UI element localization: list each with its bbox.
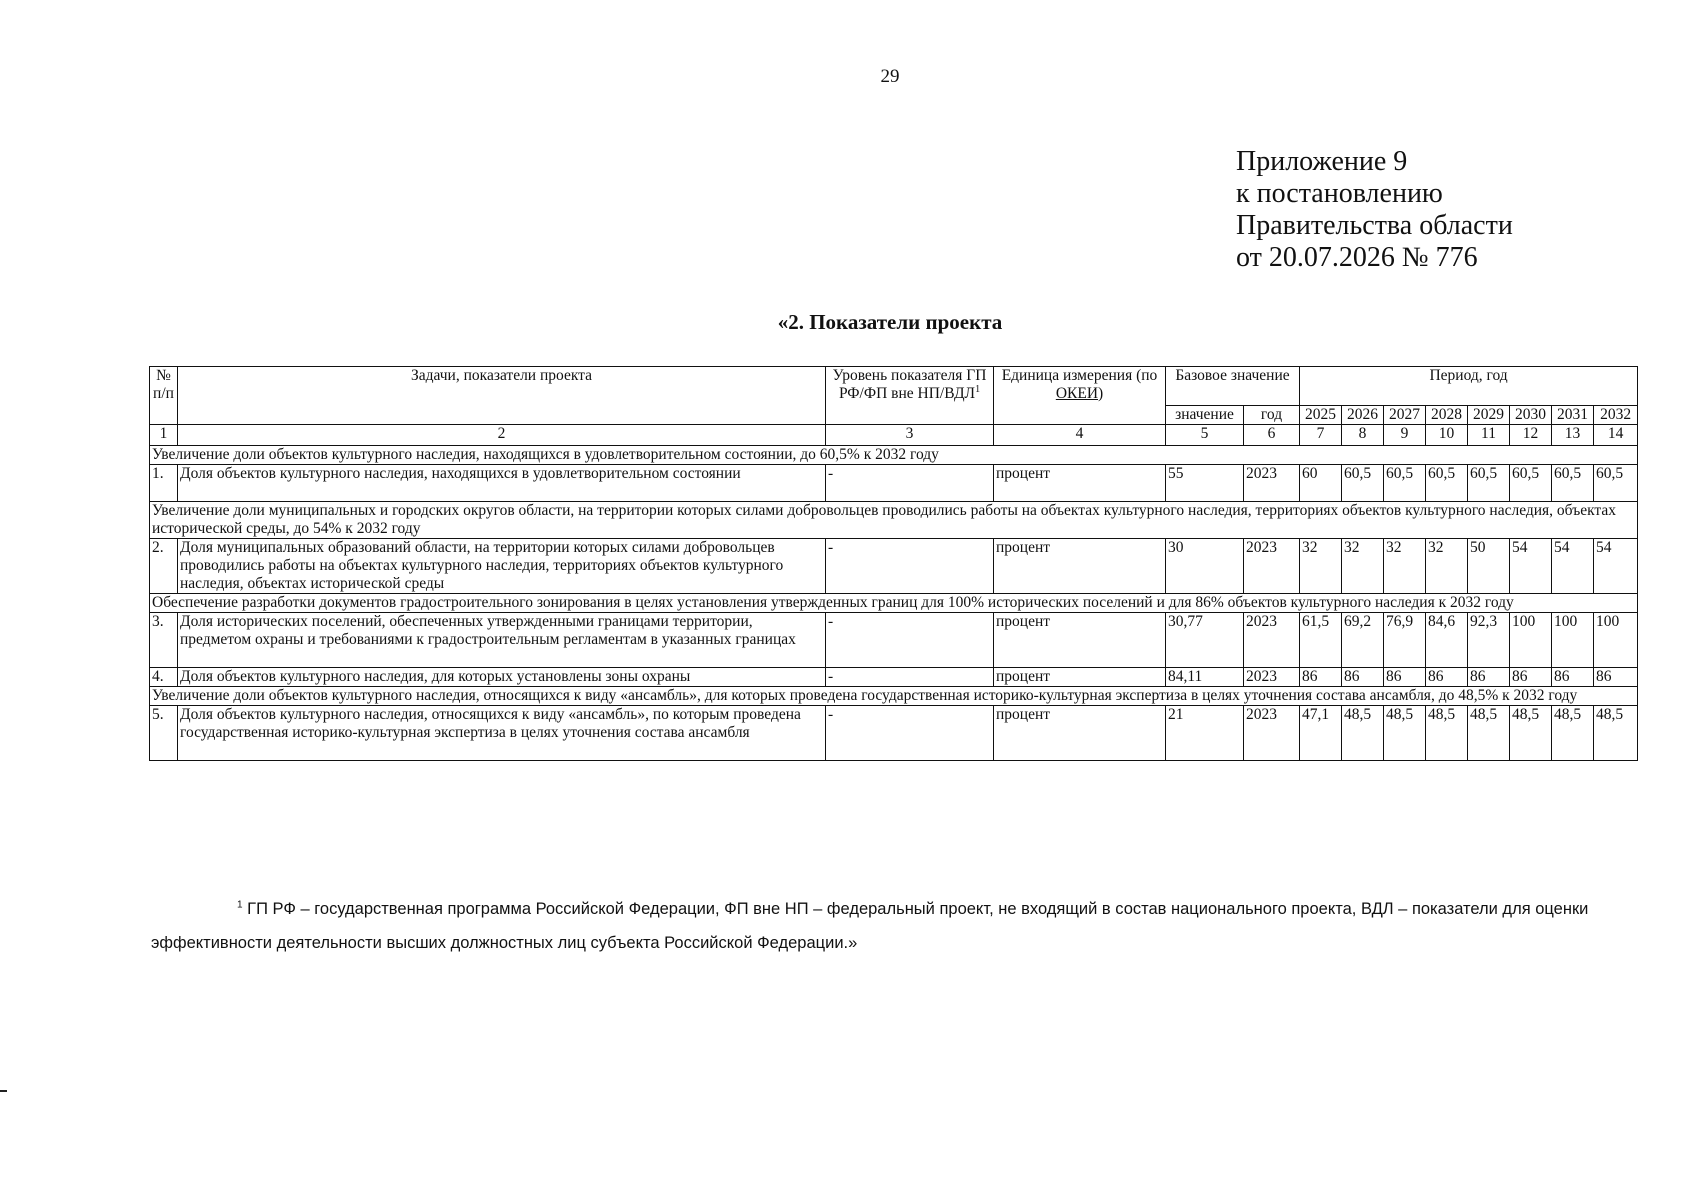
footnote xyxy=(151,892,1637,960)
header-year: 2025 xyxy=(1300,406,1342,425)
period-value: 60 xyxy=(1300,465,1342,502)
base-value: 21 xyxy=(1166,706,1244,761)
column-number: 4 xyxy=(994,425,1166,446)
column-number: 11 xyxy=(1468,425,1510,446)
period-value: 60,5 xyxy=(1468,465,1510,502)
period-value: 54 xyxy=(1594,539,1638,594)
base-value: 84,11 xyxy=(1166,668,1244,687)
header-tasks: Задачи, показатели проекта xyxy=(178,367,826,425)
section-task: Увеличение доли муниципальных и городских округов области, на территории которых силами добровольцев проводились работы на объектах культурного наследия, территориях объектов культурного наследия, объектах исторической среды, до 54% к 2032 году xyxy=(150,502,1638,539)
period-value: 92,3 xyxy=(1468,613,1510,668)
period-value: 48,5 xyxy=(1342,706,1384,761)
period-value: 32 xyxy=(1384,539,1426,594)
period-value: 100 xyxy=(1594,613,1638,668)
indicator-unit: процент xyxy=(994,613,1166,668)
period-value: 48,5 xyxy=(1552,706,1594,761)
indicator-level: - xyxy=(826,668,994,687)
section-task: Увеличение доли объектов культурного наследия, находящихся в удовлетворительном состоянии, до 60,5% к 2032 году xyxy=(150,446,1638,465)
base-year: 2023 xyxy=(1244,539,1300,594)
row-num: 3. xyxy=(150,613,178,668)
period-value: 86 xyxy=(1468,668,1510,687)
okei-link: ОКЕИ xyxy=(1055,385,1099,402)
period-value: 100 xyxy=(1552,613,1594,668)
header-level: Уровень показателя ГП РФ/ФП вне НП/ВДЛ$^1$ xyxy=(826,367,994,425)
header-base-year: год xyxy=(1244,406,1300,425)
indicator-name: Доля объектов культурного наследия, находящихся в удовлетворительном состоянии xyxy=(178,465,826,502)
period-value: 50 xyxy=(1468,539,1510,594)
indicator-unit: процент xyxy=(994,668,1166,687)
header-year: 2029 xyxy=(1468,406,1510,425)
indicator-name: Доля объектов культурного наследия, относящихся к виду «ансамбль», по которым проведена государственная историко-культурная экспертиза в целях уточнения состава ансамбля xyxy=(178,706,826,761)
table-row xyxy=(150,668,1638,687)
table-header-row xyxy=(150,367,1638,406)
period-value: 76,9 xyxy=(1384,613,1426,668)
section-row xyxy=(150,594,1638,613)
indicator-level: - xyxy=(826,706,994,761)
period-value: 84,6 xyxy=(1426,613,1468,668)
indicator-unit: процент xyxy=(994,539,1166,594)
period-value: 86 xyxy=(1342,668,1384,687)
period-value: 54 xyxy=(1552,539,1594,594)
table-row xyxy=(150,465,1638,502)
row-num: 2. xyxy=(150,539,178,594)
period-value: 48,5 xyxy=(1594,706,1638,761)
period-value: 100 xyxy=(1510,613,1552,668)
base-value: 30,77 xyxy=(1166,613,1244,668)
period-value: 54 xyxy=(1510,539,1552,594)
base-year: 2023 xyxy=(1244,613,1300,668)
period-value: 86 xyxy=(1426,668,1468,687)
page-number: 29 xyxy=(880,66,900,87)
appendix-line: от 20.07.2026 № 776 xyxy=(1236,242,1478,273)
scan-edge-mark xyxy=(0,1090,7,1092)
indicator-name: Доля объектов культурного наследия, для которых установлены зоны охраны xyxy=(178,668,826,687)
period-value: 61,5 xyxy=(1300,613,1342,668)
header-year: 2026 xyxy=(1342,406,1384,425)
period-value: 32 xyxy=(1426,539,1468,594)
footnote-text: ГП РФ – государственная программа Российской Федерации, ФП вне НП – федеральный проект, не входящий в состав национального проекта, ВДЛ – показатели для оценки эффективности деятельности высших должностных лиц субъекта Российской Федерации.» xyxy=(151,900,1589,952)
row-num: 4. xyxy=(150,668,178,687)
period-value: 60,5 xyxy=(1552,465,1594,502)
base-year: 2023 xyxy=(1244,668,1300,687)
header-base-value: значение xyxy=(1166,406,1244,425)
indicator-name: Доля муниципальных образований области, на территории которых силами добровольцев проводились работы на объектах культурного наследия, территориях объектов культурного наследия, объектах исторической среды xyxy=(178,539,826,594)
table-row xyxy=(150,706,1638,761)
indicator-name: Доля исторических поселений, обеспеченных утвержденными границами территории, предметом охраны и требованиями к градостроительным регламентам в указанных границах xyxy=(178,613,826,668)
period-value: 60,5 xyxy=(1342,465,1384,502)
column-number: 9 xyxy=(1384,425,1426,446)
period-value: 60,5 xyxy=(1384,465,1426,502)
period-value: 86 xyxy=(1594,668,1638,687)
period-value: 48,5 xyxy=(1468,706,1510,761)
table-row xyxy=(150,613,1638,668)
base-year: 2023 xyxy=(1244,465,1300,502)
column-number: 14 xyxy=(1594,425,1638,446)
appendix-line: Правительства области xyxy=(1236,210,1513,241)
period-value: 86 xyxy=(1552,668,1594,687)
row-num: 5. xyxy=(150,706,178,761)
period-value: 60,5 xyxy=(1510,465,1552,502)
header-year: 2028 xyxy=(1426,406,1468,425)
appendix-line: Приложение 9 xyxy=(1236,146,1408,177)
indicator-level: - xyxy=(826,613,994,668)
appendix-line: к постановлению xyxy=(1236,178,1443,209)
header-year: 2031 xyxy=(1552,406,1594,425)
base-value: 55 xyxy=(1166,465,1244,502)
column-number: 7 xyxy=(1300,425,1342,446)
column-number: 10 xyxy=(1426,425,1468,446)
indicator-unit: процент xyxy=(994,706,1166,761)
column-number: 1 xyxy=(150,425,178,446)
header-base: Базовое значение xyxy=(1166,367,1300,406)
base-value: 30 xyxy=(1166,539,1244,594)
header-year: 2030 xyxy=(1510,406,1552,425)
period-value: 48,5 xyxy=(1384,706,1426,761)
header-num: № п/п xyxy=(150,367,178,425)
period-value: 86 xyxy=(1510,668,1552,687)
indicator-level: - xyxy=(826,465,994,502)
section-row xyxy=(150,502,1638,539)
column-number: 5 xyxy=(1166,425,1244,446)
period-value: 48,5 xyxy=(1510,706,1552,761)
header-unit: Единица измерения (по ОКЕИ) xyxy=(994,367,1166,425)
indicator-level: - xyxy=(826,539,994,594)
period-value: 48,5 xyxy=(1426,706,1468,761)
header-year: 2032 xyxy=(1594,406,1638,425)
section-task: Увеличение доли объектов культурного наследия, относящихся к виду «ансамбль», для которых проведена государственная историко-культурная экспертиза в целях уточнения состава ансамбля, до 48,5% к 2032 году xyxy=(150,687,1638,706)
footnote-marker: 1 xyxy=(975,383,981,395)
period-value: 60,5 xyxy=(1426,465,1468,502)
row-num: 1. xyxy=(150,465,178,502)
footnote-marker: 1 xyxy=(237,899,243,911)
indicators-table xyxy=(149,366,1638,761)
column-number: 3 xyxy=(826,425,994,446)
document-title: «2. Показатели проекта xyxy=(777,310,1003,334)
header-period: Период, год xyxy=(1300,367,1638,406)
period-value: 47,1 xyxy=(1300,706,1342,761)
period-value: 32 xyxy=(1300,539,1342,594)
period-value: 86 xyxy=(1300,668,1342,687)
column-number: 12 xyxy=(1510,425,1552,446)
period-value: 86 xyxy=(1384,668,1426,687)
base-year: 2023 xyxy=(1244,706,1300,761)
period-value: 69,2 xyxy=(1342,613,1384,668)
period-value: 60,5 xyxy=(1594,465,1638,502)
column-number: 13 xyxy=(1552,425,1594,446)
period-value: 32 xyxy=(1342,539,1384,594)
table-row xyxy=(150,539,1638,594)
header-year: 2027 xyxy=(1384,406,1426,425)
section-task: Обеспечение разработки документов градостроительного зонирования в целях установления утвержденных границ для 100% исторических поселений и для 86% объектов культурного наследия к 2032 году xyxy=(150,594,1638,613)
section-row xyxy=(150,687,1638,706)
column-number-row xyxy=(150,425,1638,446)
indicator-unit: процент xyxy=(994,465,1166,502)
column-number: 2 xyxy=(178,425,826,446)
column-number: 6 xyxy=(1244,425,1300,446)
section-row xyxy=(150,446,1638,465)
column-number: 8 xyxy=(1342,425,1384,446)
appendix-block xyxy=(1236,146,1513,274)
